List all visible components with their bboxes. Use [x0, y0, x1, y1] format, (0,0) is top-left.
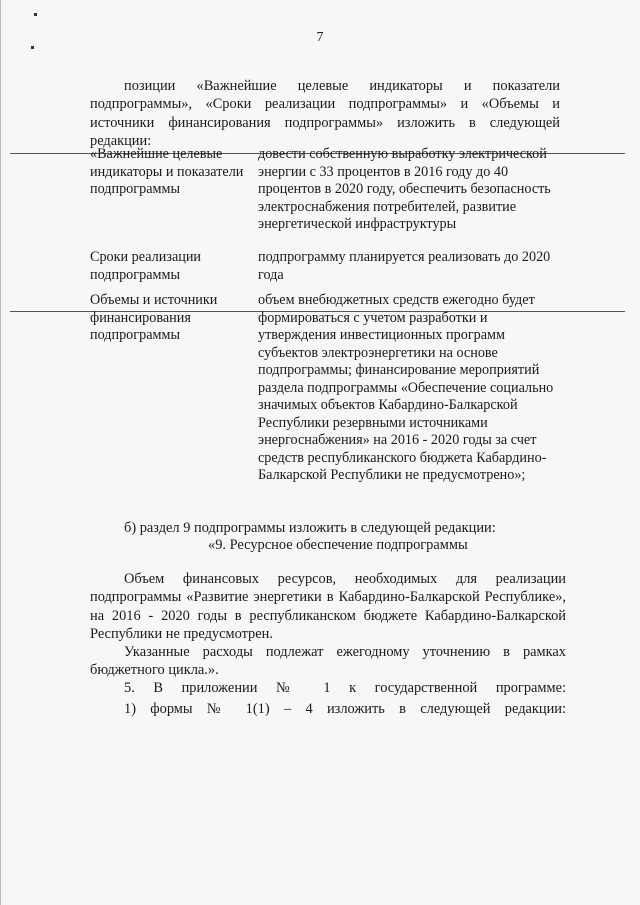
passport-label: Объемы и источники финансирования подпрограммы	[90, 292, 218, 343]
paragraph-forms: 1) формы № 1(1) – 4 изложить в следующей редакции:	[124, 701, 566, 717]
passport-label: Сроки реализации подпрограммы	[90, 249, 202, 283]
paragraph-refinement: Указанные расходы подлежат ежегодному уточнению в рамках бюджетного цикла.».	[90, 644, 566, 679]
passport-value: подпрограмму планируется реализовать до 2020 года	[258, 249, 551, 283]
scan-edge-mark	[0, 0, 1, 905]
passport-value: объем внебюджетных средств ежегодно будет формироваться с учетом разработки и утверждения инвестиционных программ субъектов электроэнергетики на основе подпрограммы; финансирование мероприятий раздела подпрограммы «Обеспечение социально значимых объектов Кабардино-Балкарской Республики резервными источниками энергоснабжения» на 2016 - 2020 годы за счет средств республиканского бюджета Кабардино-Балкарской Республики не предусмотрено»;	[258, 292, 554, 483]
passport-value: довести собственную выработку электрической энергии с 33 процентов в 2016 году до 40 процентов в 2020 году, обеспечить безопасность электроснабжения потребителей, развитие энергетической инфраструктуры	[258, 146, 551, 232]
scan-speck	[31, 46, 34, 49]
paragraph-funding: Объем финансовых ресурсов, необходимых для реализации подпрограммы «Развитие энергетики в Кабардино-Балкарской Республике», на 2016 - 2020 годы в республиканском бюджете Кабардино-Балкарской Республики не предусмотрен.	[90, 571, 566, 642]
section-title: «9. Ресурсное обеспечение подпрограммы	[208, 537, 468, 553]
item-b: б) раздел 9 подпрограммы изложить в следующей редакции:	[124, 520, 496, 536]
passport-label: «Важнейшие целевые индикаторы и показатели подпрограммы	[90, 146, 244, 197]
intro-paragraph: позиции «Важнейшие целевые индикаторы и показатели подпрограммы», «Сроки реализации подпрограммы» и «Объемы и источники финансирования подпрограммы» изложить в следующей редакции:	[90, 78, 560, 149]
paragraph-annex: 5. В приложении № 1 к государственной программе:	[124, 680, 566, 696]
page-number: 7	[316, 30, 324, 45]
scan-speck	[34, 13, 37, 16]
